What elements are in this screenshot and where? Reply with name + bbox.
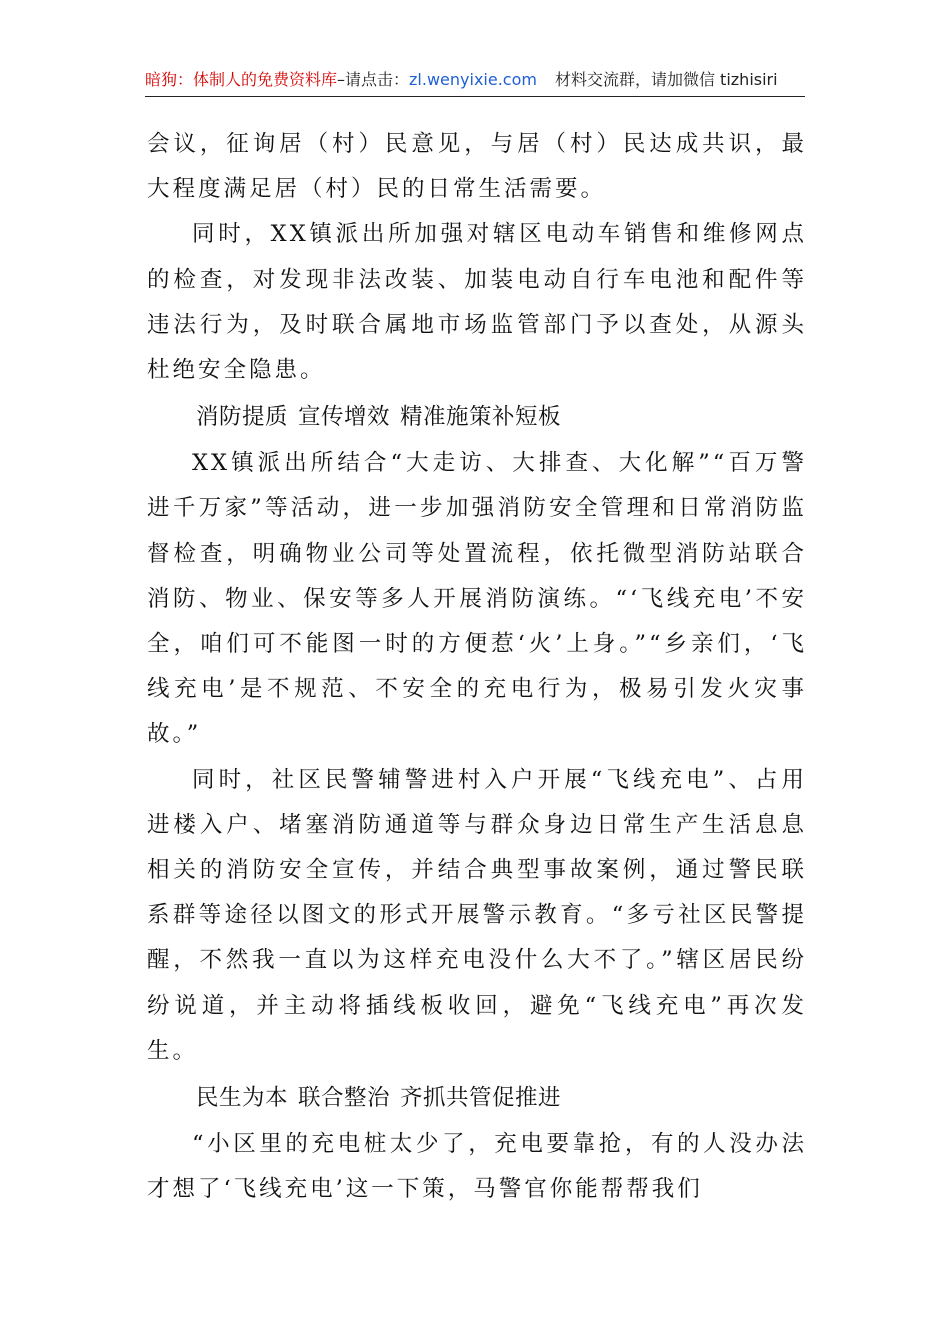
paragraph-charging-piles: “小区里的充电桩太少了，充电要靠抢，有的人没办法才想了‘飞线充电’这一下策，马警官你能帮帮我们 xyxy=(147,1131,807,1203)
heading-part: 精准施策补短板 xyxy=(400,404,562,431)
heading-part: 联合整治 xyxy=(298,1085,391,1112)
document-body xyxy=(147,122,807,1212)
header-site-link[interactable]: zl.wenyixie.com xyxy=(409,70,537,89)
heading-part: 民生为本 xyxy=(196,1085,289,1112)
paragraph-publicity: 同时，社区民警辅警进村入户开展“飞线充电”、占用进楼入户、堵塞消防通道等与群众身边日常生产生活息息相关的消防安全宣传，并结合典型事故案例，通过警民联系群等途径以图文的形式开展警示教育。“多亏社区民警提醒，不然我一直以为这样充电没什么大不了。”辖区居民纷纷说道，并主动将插线板收回，避免“飞线充电”再次发生。 xyxy=(147,766,807,1064)
section-heading-livelihood xyxy=(147,1074,807,1122)
paragraph-inspection: 同时，XX镇派出所加强对辖区电动车销售和维修网点的检查，对发现非法改装、加装电动自行车电池和配件等违法行为，及时联合属地市场监管部门予以查处，从源头杜绝安全隐患。 xyxy=(147,221,807,384)
heading-part: 齐抓共管促推进 xyxy=(400,1085,562,1112)
header-click-label: –请点击： xyxy=(337,70,410,89)
heading-part: 宣传增效 xyxy=(298,404,391,431)
paragraph-continued: 会议，征询居（村）民意见，与居（村）民达成共识，最大程度满足居（村）民的日常生活需要。 xyxy=(147,131,807,203)
paragraph-fire-drill: XX镇派出所结合“大走访、大排查、大化解”“百万警进千万家”等活动，进一步加强消防安全管理和日常消防监督检查，明确物业公司等处置流程，依托微型消防站联合消防、物业、保安等多人开展消防演练。“‘飞线充电’不安全，咱们可不能图一时的方便惹‘火’上身。”“乡亲们，‘飞线充电’是不规范、不安全的充电行为，极易引发火灾事故。” xyxy=(147,450,807,748)
header-group-info: 材料交流群，请加微信 tizhisiri xyxy=(554,70,778,89)
heading-part: 消防提质 xyxy=(196,404,289,431)
section-heading-fire-safety xyxy=(147,393,807,441)
page-header xyxy=(145,66,805,97)
header-brand: 暗狗：体制人的免费资料库 xyxy=(145,70,338,89)
